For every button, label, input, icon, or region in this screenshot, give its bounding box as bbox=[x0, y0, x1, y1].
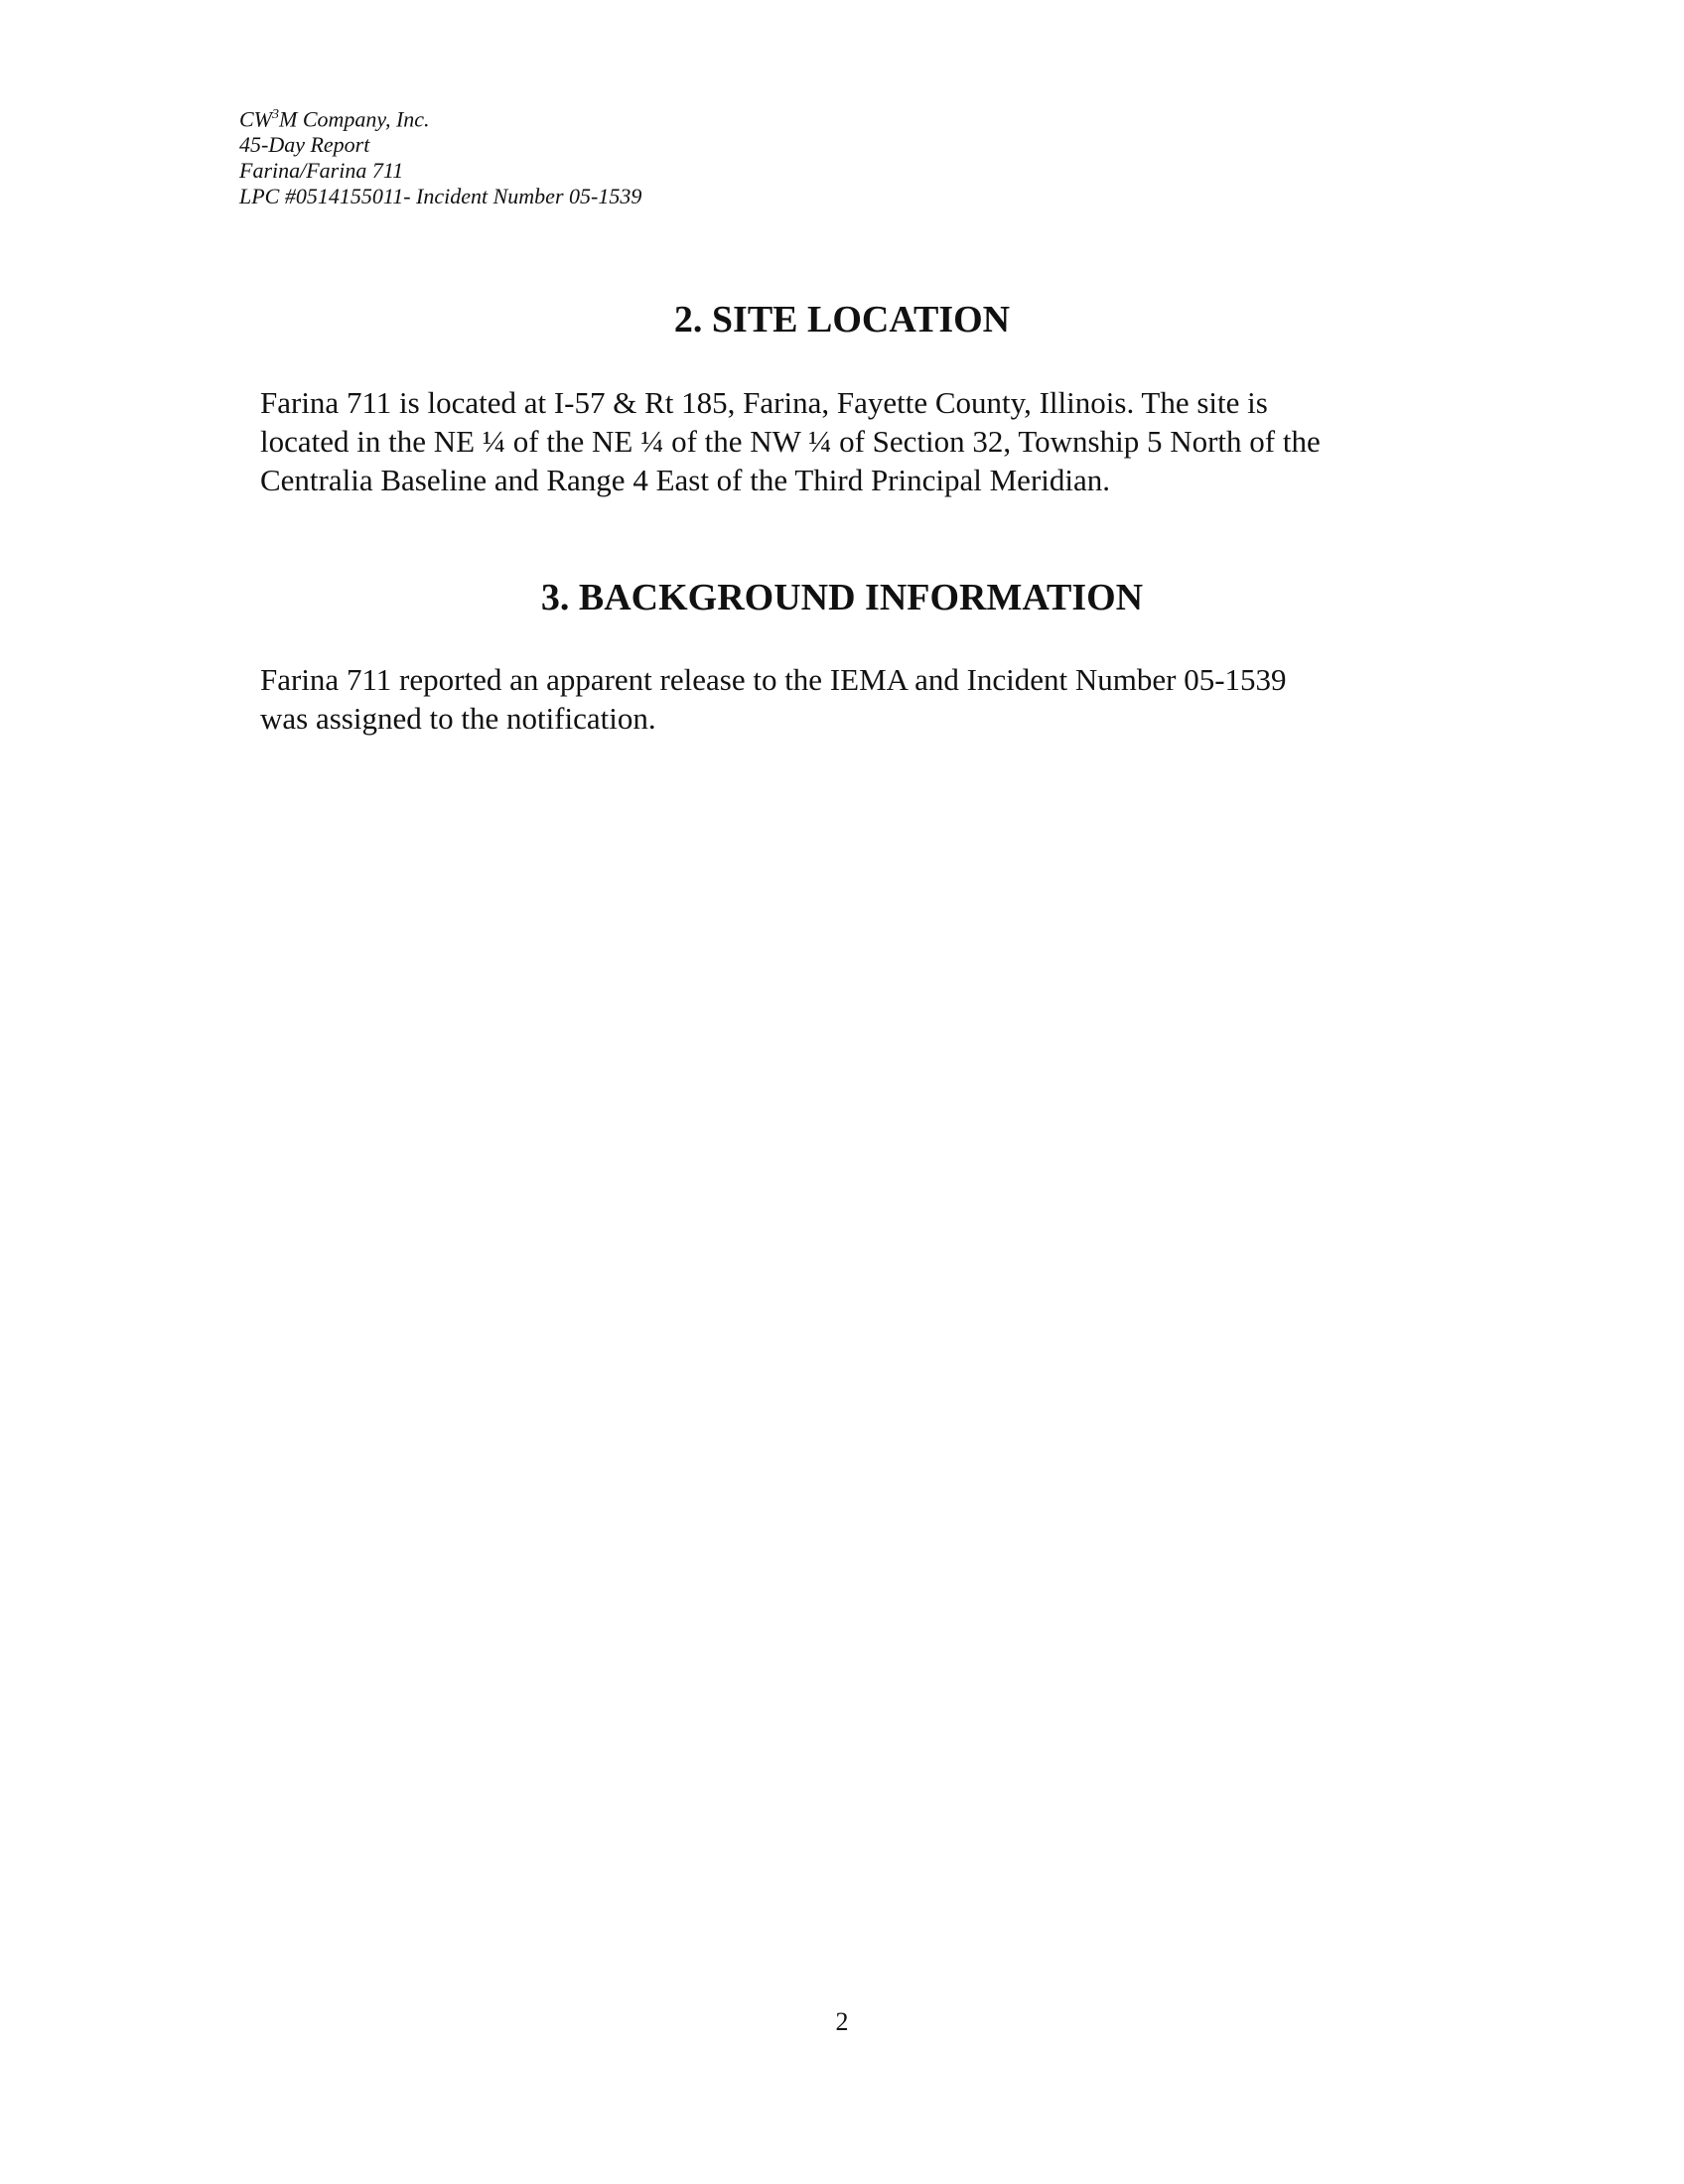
company-name: $CW^3M$ Company, Inc. bbox=[239, 106, 430, 132]
paragraph-line: Farina 711 is located at I-57 & Rt 185, Farina, Fayette County, Illinois. The site is bbox=[260, 385, 1268, 420]
background-information-paragraph bbox=[260, 660, 1452, 738]
report-type: 45-Day Report bbox=[239, 132, 370, 158]
page-number: 2 bbox=[835, 2007, 849, 2036]
paragraph-line: Centralia Baseline and Range 4 East of the Third Principal Meridian. bbox=[260, 463, 1110, 497]
document-header bbox=[239, 102, 641, 209]
paragraph-line: Farina 711 reported an apparent release to the IEMA and Incident Number 05-1539 bbox=[260, 662, 1287, 697]
section-title-site-location: 2. SITE LOCATION bbox=[673, 299, 1011, 341]
paragraph-line: was assigned to the notification. bbox=[260, 701, 656, 736]
section-title-background-information: 3. BACKGROUND INFORMATION bbox=[540, 577, 1144, 618]
lpc-incident-number: LPC #0514155011- Incident Number 05-1539 bbox=[239, 184, 642, 209]
site-location-paragraph bbox=[260, 383, 1452, 499]
site-name: Farina/Farina 711 bbox=[239, 158, 404, 184]
paragraph-line: located in the NE ¼ of the NE ¼ of the NW ¼ of Section 32, Township 5 North of the bbox=[260, 424, 1321, 459]
company-superscript: 3 bbox=[272, 107, 279, 122]
